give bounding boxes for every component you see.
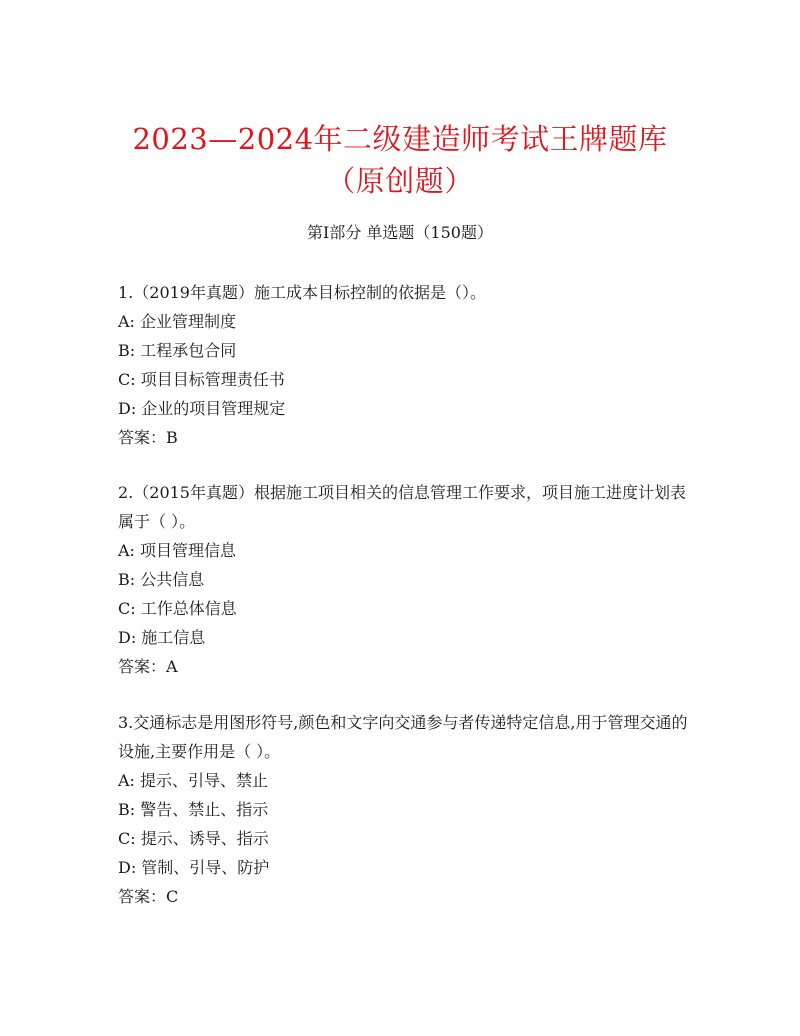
option-a: A: 提示、引导、禁止 <box>118 771 269 790</box>
answer-line: 答案：C <box>118 887 179 906</box>
option-d: D: 管制、引导、防护 <box>118 858 270 877</box>
question-stem: 2.（2015年真题）根据施工项目相关的信息管理工作要求，项目施工进度计划表属于（ ）。 <box>118 483 686 531</box>
option-d: D: 施工信息 <box>118 628 206 647</box>
option-b: B: 公共信息 <box>118 570 205 589</box>
option-b: B: 工程承包合同 <box>118 341 237 360</box>
option-b: B: 警告、禁止、指示 <box>118 800 269 819</box>
section-title: 第I部分 单选题（150题） <box>307 223 493 242</box>
question-stem: 1.（2019年真题）施工成本目标控制的依据是（）。 <box>118 283 486 302</box>
question-stem: 3.交通标志是用图形符号,颜色和文字向交通参与者传递特定信息,用于管理交通的设施,主要作用是（ ）。 <box>118 713 688 761</box>
document-title: 2023—2024年二级建造师考试王牌题库（原创题） <box>132 122 668 198</box>
option-a: A: 企业管理制度 <box>118 312 237 331</box>
question-block <box>118 708 688 911</box>
answer-line: 答案：B <box>118 428 178 447</box>
option-a: A: 项目管理信息 <box>118 541 237 560</box>
option-c: C: 提示、诱导、指示 <box>118 829 269 848</box>
option-d: D: 企业的项目管理规定 <box>118 399 286 418</box>
question-block <box>118 278 688 452</box>
question-block <box>118 478 688 681</box>
option-c: C: 项目目标管理责任书 <box>118 370 285 389</box>
option-c: C: 工作总体信息 <box>118 599 237 618</box>
answer-line: 答案：A <box>118 657 178 676</box>
